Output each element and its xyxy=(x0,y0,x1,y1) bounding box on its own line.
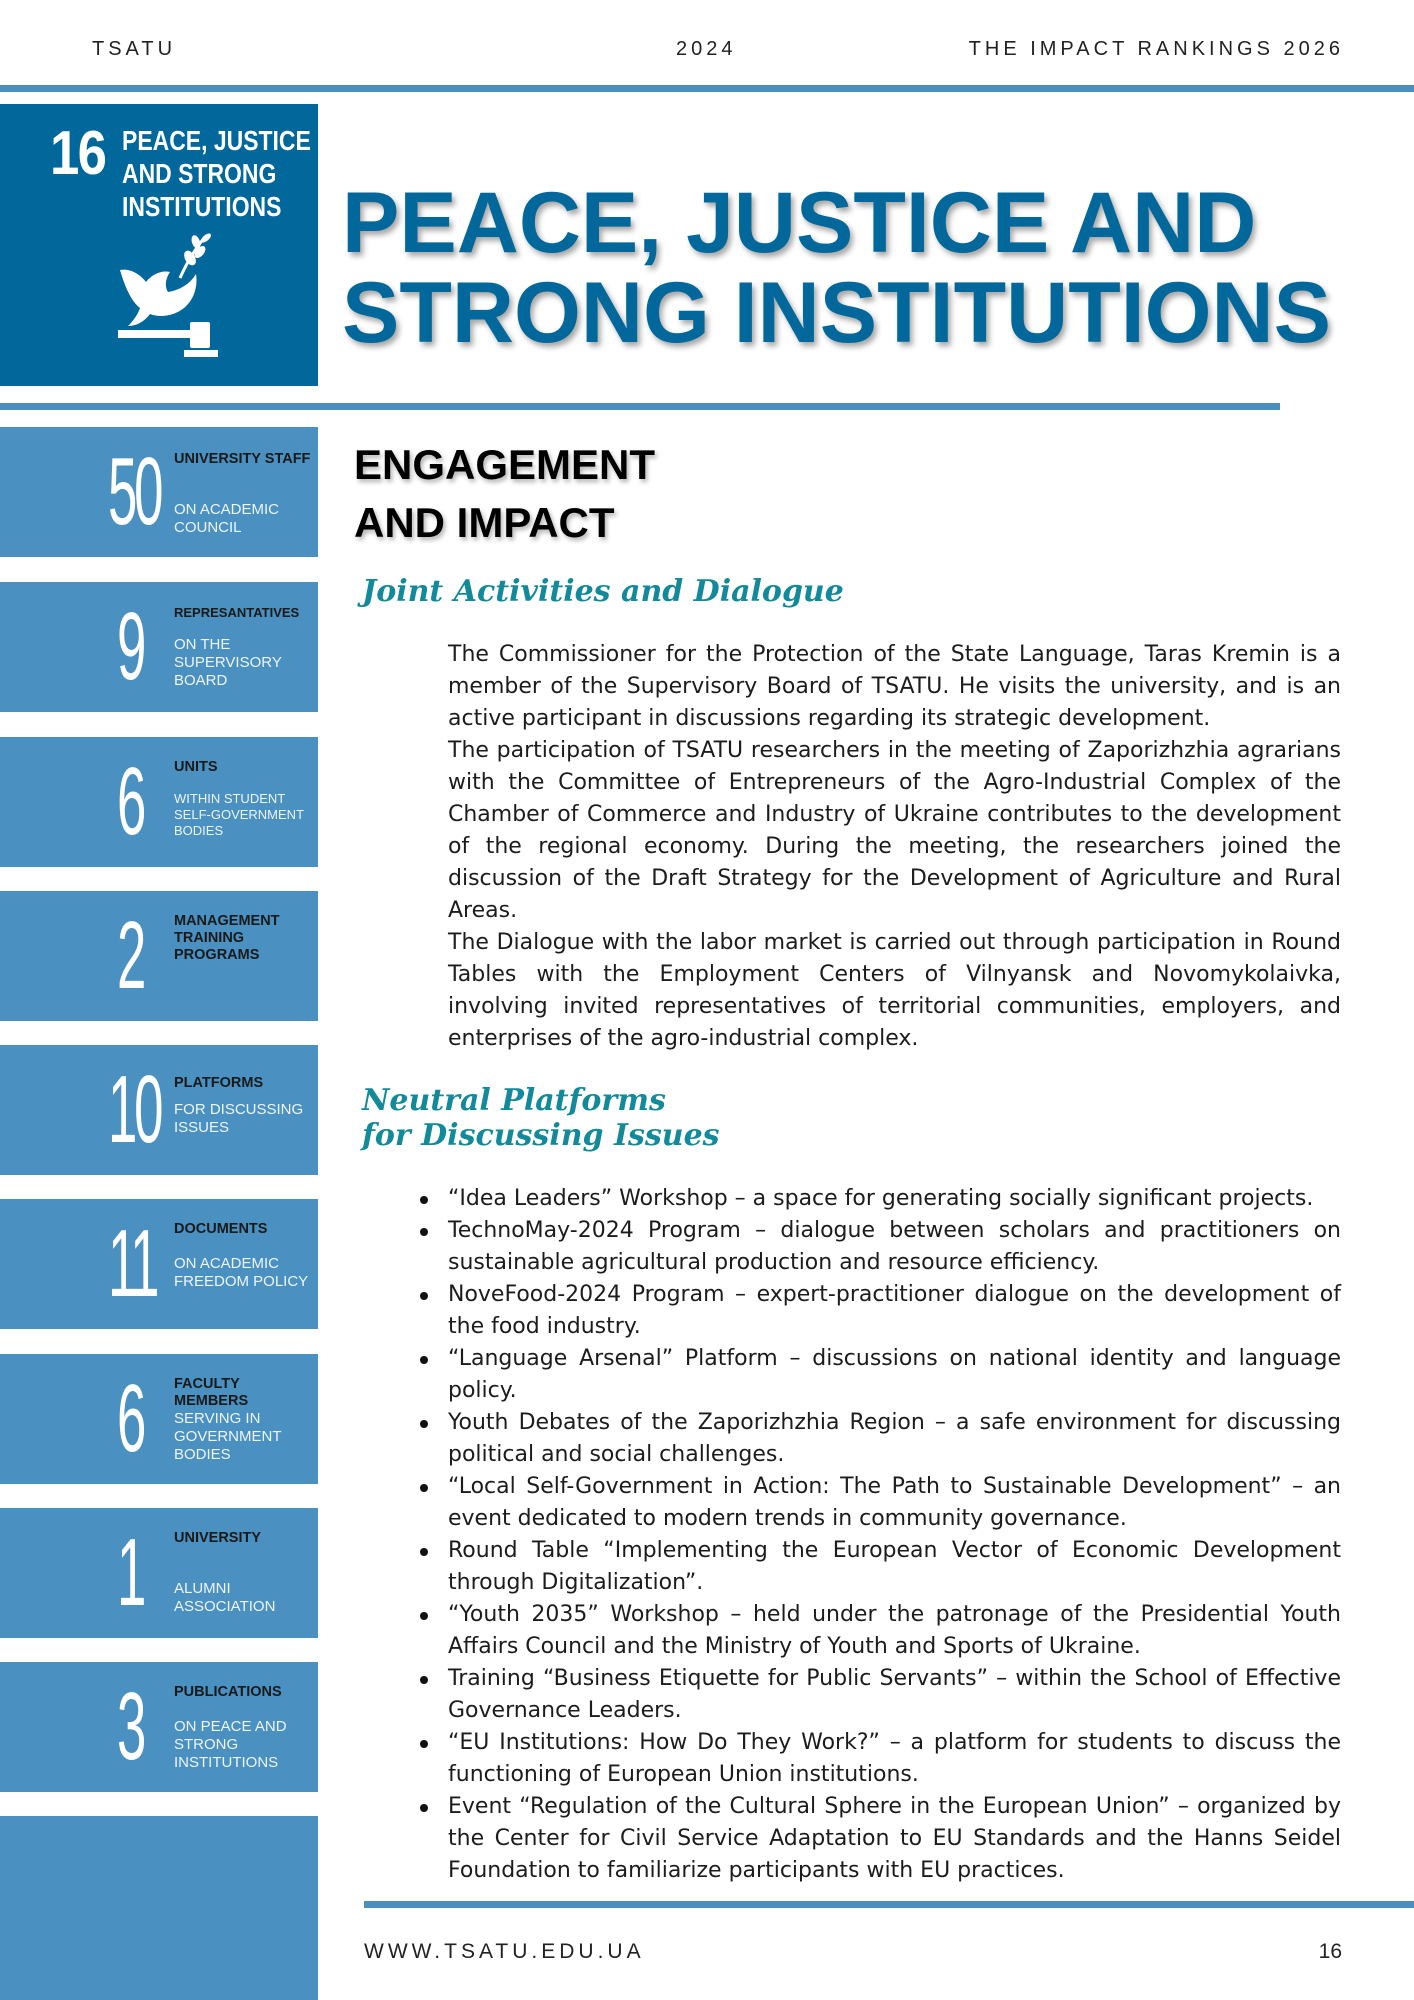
stat-heading: DOCUMENTS xyxy=(174,1221,268,1237)
website-url[interactable]: WWW.TSATU.EDU.UA xyxy=(364,1940,645,1963)
top-divider xyxy=(0,85,1414,92)
stat-heading: PLATFORMS xyxy=(174,1075,264,1091)
sidebar-filler xyxy=(0,1816,318,2000)
stat-card xyxy=(0,1508,318,1638)
stat-heading: PUBLICATIONS xyxy=(174,1684,282,1700)
paragraph: The Commissioner for the Protection of the State Language, Taras Kremin is a member of the Supervisory Board of TSATU. He visits the university, and is an active participant in discussions regarding its strategic development. xyxy=(448,642,1341,731)
stat-description: WITHIN STUDENT SELF-GOVERNMENT BODIES xyxy=(174,791,304,838)
sdg-label-line: AND STRONG xyxy=(122,158,277,189)
list-item: NoveFood-2024 Program – expert-practitioner dialogue on the development of the food industry. xyxy=(414,1279,1341,1343)
stat-heading: UNIVERSITY xyxy=(174,1530,262,1546)
header-year: 2024 xyxy=(676,38,737,60)
sdg-label-line: INSTITUTIONS xyxy=(122,191,282,222)
page-title xyxy=(342,175,1331,361)
list-item: TechnoMay-2024 Program – dialogue between scholars and practitioners on sustainable agricultural production and resource efficiency. xyxy=(414,1215,1341,1279)
stat-description: ON THE SUPERVISORY BOARD xyxy=(174,636,282,689)
stat-description: ON PEACE AND STRONG INSTITUTIONS xyxy=(174,1718,287,1771)
section-title-line: ENGAGEMENT xyxy=(354,441,656,488)
stat-number: 1 xyxy=(116,1519,144,1626)
sdg-number: 16 xyxy=(50,119,106,188)
paragraph: The Dialogue with the labor market is carried out through participation in Round Tables with the Employment Centers of Vilnyansk and Novomykolaivka, involving invited representatives of territorial communities, employers, and enterprises of the agro-industrial complex. xyxy=(448,930,1341,1051)
stat-number: 11 xyxy=(108,1210,157,1317)
title-divider xyxy=(0,403,1280,410)
header-rankings: THE IMPACT RANKINGS 2026 xyxy=(968,38,1344,60)
stat-card xyxy=(0,737,318,867)
stat-heading: REPRESANTATIVES xyxy=(174,605,300,620)
stat-description: SERVING IN GOVERNMENT BODIES xyxy=(174,1410,282,1463)
stat-description: FOR DISCUSSING ISSUES xyxy=(174,1101,304,1136)
stat-card xyxy=(0,891,318,1021)
stat-heading: FACULTY MEMBERS xyxy=(174,1376,249,1409)
stat-number: 6 xyxy=(116,748,144,855)
dove-gavel-icon xyxy=(110,230,250,360)
list-item: Training “Business Etiquette for Public Servants” – within the School of Effective Governance Leaders. xyxy=(414,1663,1341,1727)
stat-number: 10 xyxy=(108,1056,161,1163)
stat-card xyxy=(0,582,318,712)
footer-divider xyxy=(364,1901,1414,1908)
stat-number: 50 xyxy=(108,438,161,545)
list-item: “Local Self-Government in Action: The Path to Sustainable Development” – an event dedicated to modern trends in community governance. xyxy=(414,1471,1341,1535)
section-title xyxy=(354,436,655,552)
heading-line: Neutral Platforms xyxy=(362,1083,666,1118)
stat-number: 3 xyxy=(116,1673,144,1780)
platforms-list xyxy=(414,1183,1341,1887)
sdg-label-line: PEACE, JUSTICE xyxy=(122,125,311,156)
stat-heading: MANAGEMENT TRAINING PROGRAMS xyxy=(174,913,280,963)
stat-card xyxy=(0,1354,318,1484)
list-item: “Youth 2035” Workshop – held under the patronage of the Presidential Youth Affairs Council and the Ministry of Youth and Sports of Ukraine. xyxy=(414,1599,1341,1663)
neutral-platforms-heading xyxy=(362,1083,720,1153)
header-university: TSATU xyxy=(92,38,177,60)
stat-heading: UNIVERSITY STAFF xyxy=(174,451,311,467)
section-title-line: AND IMPACT xyxy=(354,499,615,546)
stat-number: 9 xyxy=(116,593,144,700)
page-title-line: PEACE, JUSTICE AND xyxy=(342,175,1257,271)
stat-card xyxy=(0,1045,318,1175)
stat-card xyxy=(0,427,318,557)
list-item: “Language Arsenal” Platform – discussions on national identity and language policy. xyxy=(414,1343,1341,1407)
stat-card xyxy=(0,1199,318,1329)
joint-activities-text xyxy=(448,639,1341,1055)
page-title-line: STRONG INSTITUTIONS xyxy=(342,265,1331,361)
stat-number: 2 xyxy=(116,902,144,1009)
joint-activities-heading: Joint Activities and Dialogue xyxy=(362,574,844,609)
stat-description: ALUMNI ASSOCIATION xyxy=(174,1580,276,1615)
stat-heading: UNITS xyxy=(174,759,218,775)
sdg-label xyxy=(122,124,311,223)
page-number: 16 xyxy=(1318,1940,1342,1963)
list-item: Round Table “Implementing the European Vector of Economic Development through Digitalization”. xyxy=(414,1535,1341,1599)
stat-number: 6 xyxy=(116,1365,144,1472)
paragraph: The participation of TSATU researchers in the meeting of Zaporizhzhia agrarians with the Committee of Entrepreneurs of the Agro-Industrial Complex of the Chamber of Commerce and Industry of Ukraine contributes to the development of the regional economy. During the meeting, the researchers joined the discussion of the Draft Strategy for the Development of Agriculture and Rural Areas. xyxy=(448,738,1341,923)
stat-card xyxy=(0,1662,318,1792)
list-item: Event “Regulation of the Cultural Sphere in the European Union” – organized by the Center for Civil Service Adaptation to EU Standards and the Hanns Seidel Foundation to familiarize participants with EU practices. xyxy=(414,1791,1341,1887)
list-item: “Idea Leaders” Workshop – a space for generating socially significant projects. xyxy=(414,1183,1341,1215)
heading-line: for Discussing Issues xyxy=(362,1118,720,1153)
list-item: Youth Debates of the Zaporizhzhia Region – a safe environment for discussing political and social challenges. xyxy=(414,1407,1341,1471)
list-item: “EU Institutions: How Do They Work?” – a platform for students to discuss the functioning of European Union institutions. xyxy=(414,1727,1341,1791)
stat-description: ON ACADEMIC COUNCIL xyxy=(174,501,280,536)
stat-description: ON ACADEMIC FREEDOM POLICY xyxy=(174,1255,309,1290)
